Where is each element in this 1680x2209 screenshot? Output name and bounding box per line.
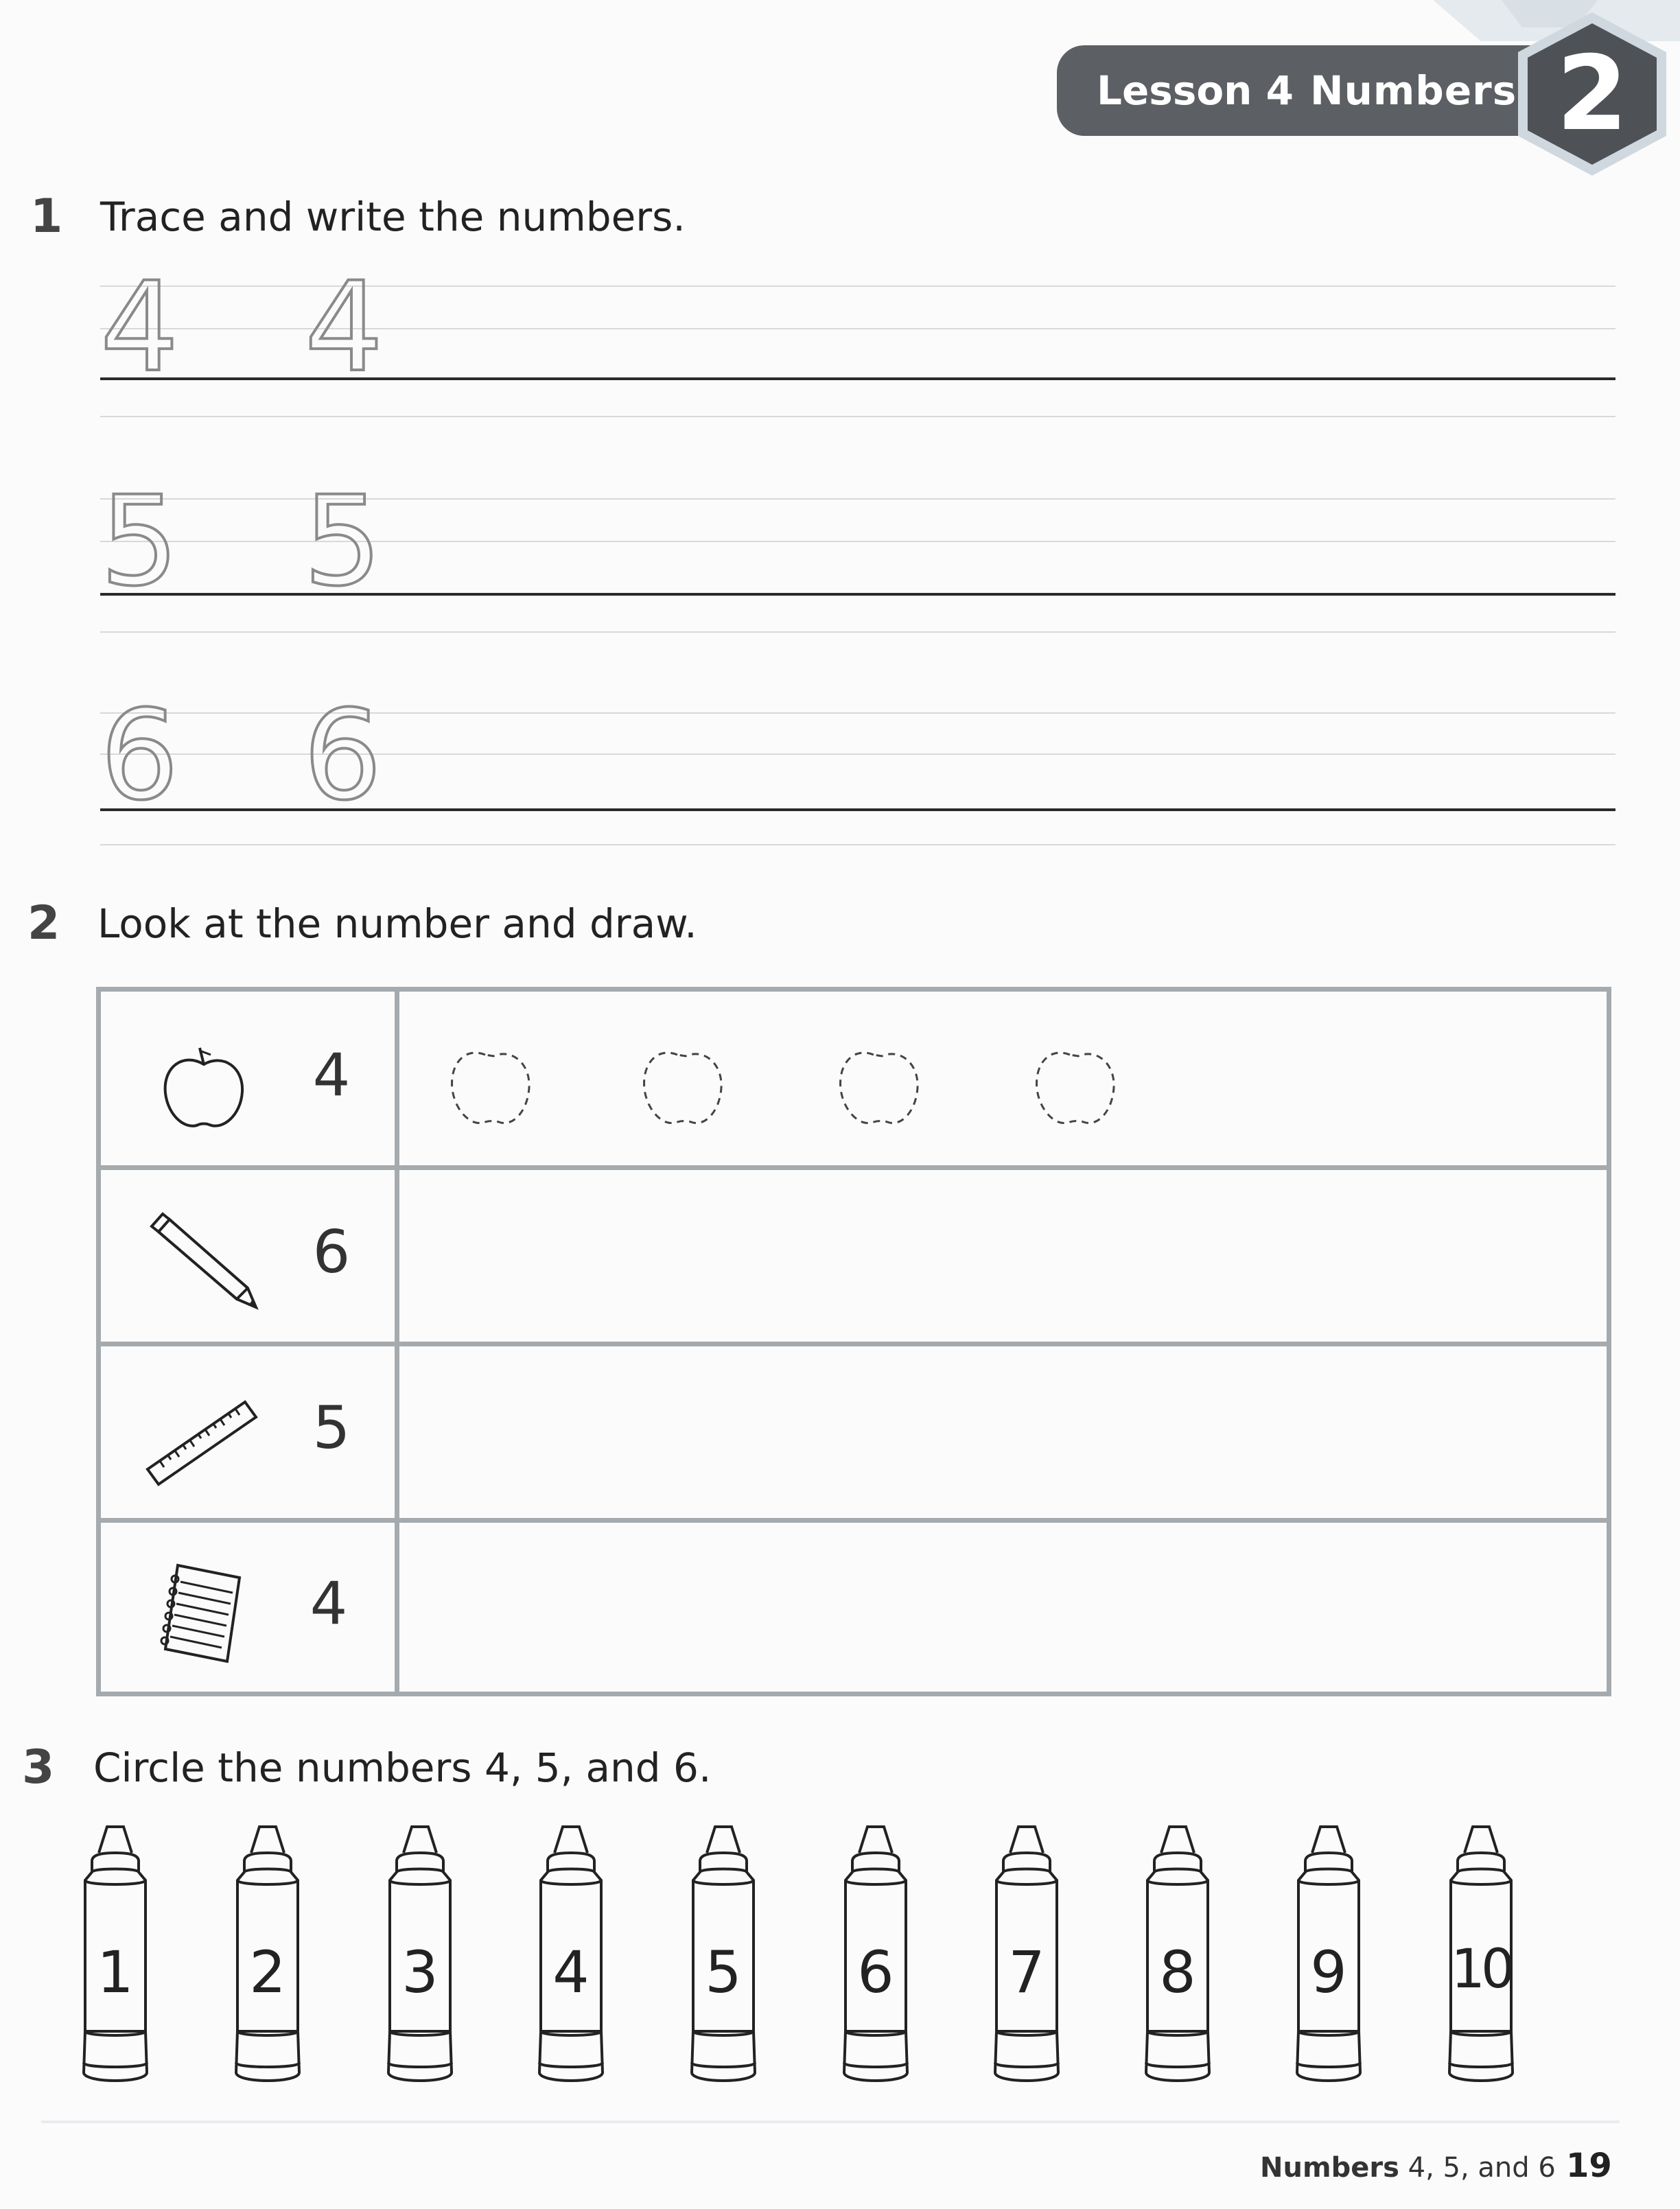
ruler-icon xyxy=(142,1388,266,1491)
apple-icon xyxy=(156,1040,252,1136)
trace-digit: 6 xyxy=(100,684,179,828)
trace-digit: 5 xyxy=(303,470,382,613)
crayon-number: 6 xyxy=(857,1939,894,2006)
trace-digit: 4 xyxy=(100,256,179,399)
crayon-1[interactable] xyxy=(74,1825,156,2086)
page-number: 19 xyxy=(1566,2147,1612,2185)
lesson-header xyxy=(1057,45,1551,136)
footer-title-rest: 4, 5, and 6 xyxy=(1408,2152,1556,2184)
exercise-2-instruction: Look at the number and draw. xyxy=(97,900,697,947)
row-4-count: 4 xyxy=(310,1569,348,1638)
row-3-count: 5 xyxy=(312,1394,351,1462)
crayon-number: 2 xyxy=(249,1939,286,2006)
crayon-3[interactable] xyxy=(379,1825,461,2086)
trace-row-5[interactable] xyxy=(100,470,1615,640)
crayon-number: 1 xyxy=(97,1939,134,2006)
notepad-icon xyxy=(150,1558,260,1668)
exercise-1-instruction: Trace and write the numbers. xyxy=(100,194,686,240)
footer-divider xyxy=(41,2120,1620,2123)
trace-row-6[interactable] xyxy=(100,684,1615,854)
unit-number: 2 xyxy=(1556,34,1629,154)
crayon-6[interactable] xyxy=(835,1825,917,2086)
crayon-number: 3 xyxy=(401,1939,439,2006)
crayon-2[interactable] xyxy=(226,1825,309,2086)
trace-digit: 4 xyxy=(305,256,384,399)
exercise-3-number: 3 xyxy=(22,1740,55,1795)
crayon-9[interactable] xyxy=(1287,1825,1370,2086)
exercise-3-instruction: Circle the numbers 4, 5, and 6. xyxy=(93,1744,712,1791)
footer-title-bold: Numbers xyxy=(1260,2152,1399,2184)
dashed-apple-icon xyxy=(444,1040,1268,1136)
trace-digit: 6 xyxy=(303,684,382,828)
crayon-number: 7 xyxy=(1008,1939,1045,2006)
exercise-1-number: 1 xyxy=(30,189,63,244)
pencil-icon xyxy=(145,1211,268,1314)
row-2-count: 6 xyxy=(312,1218,351,1287)
row-1-count: 4 xyxy=(312,1041,351,1110)
trace-row-4[interactable] xyxy=(100,256,1615,425)
crayon-7[interactable] xyxy=(985,1825,1068,2086)
lesson-topic: Numbers xyxy=(1310,67,1517,114)
crayon-number: 4 xyxy=(552,1939,590,2006)
crayon-5[interactable] xyxy=(682,1825,765,2086)
crayon-number: 9 xyxy=(1310,1939,1347,2006)
crayon-number: 8 xyxy=(1159,1939,1196,2006)
exercise-2-number: 2 xyxy=(27,896,60,950)
footer-title xyxy=(1260,2152,1556,2184)
crayon-number: 10 xyxy=(1451,1939,1511,2000)
draw-table xyxy=(96,987,1611,1696)
crayon-10[interactable] xyxy=(1440,1825,1522,2086)
trace-digit: 5 xyxy=(100,470,179,613)
crayon-number: 5 xyxy=(705,1939,742,2006)
crayon-8[interactable] xyxy=(1136,1825,1219,2086)
lesson-label: Lesson 4 xyxy=(1097,67,1294,114)
crayon-4[interactable] xyxy=(530,1825,612,2086)
